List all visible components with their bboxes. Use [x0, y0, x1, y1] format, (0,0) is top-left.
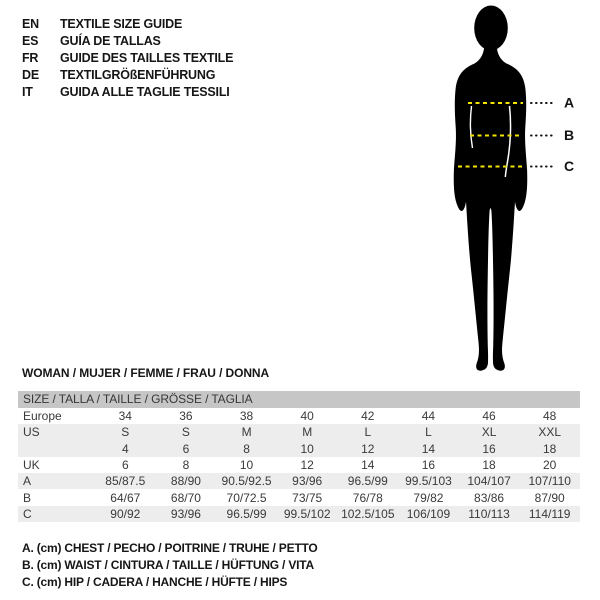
- language-title: GUIDA ALLE TAGLIE TESSILI: [60, 84, 230, 99]
- table-cell: 88/90: [170, 474, 201, 489]
- table-cell: 90/92: [110, 506, 141, 521]
- language-code: IT: [22, 84, 33, 99]
- table-cell: 20: [543, 458, 557, 473]
- table-cell: 70/72.5: [226, 490, 267, 505]
- row-label: US: [23, 425, 40, 440]
- table-cell: M: [302, 425, 313, 440]
- waist-marker-label: B: [564, 127, 575, 143]
- table-cell: S: [121, 425, 130, 440]
- table-cell: 99.5/103: [405, 474, 452, 489]
- language-title: TEXTILE SIZE GUIDE: [60, 16, 183, 31]
- language-row: [22, 49, 233, 66]
- table-cell: 10: [300, 441, 314, 456]
- table-row-hip: [18, 506, 580, 522]
- table-row-waist: [18, 489, 580, 505]
- table-cell: 64/67: [110, 490, 141, 505]
- language-code: ES: [22, 33, 39, 48]
- table-cell: XL: [481, 425, 497, 440]
- table-cell: 93/96: [170, 506, 201, 521]
- table-cell: 104/107: [467, 474, 511, 489]
- table-cell: 34: [118, 409, 132, 424]
- table-cell: 4: [121, 441, 129, 456]
- table-cell: S: [181, 425, 190, 440]
- language-row: [22, 15, 233, 32]
- table-row-chest: [18, 473, 580, 489]
- table-cell: 10: [239, 458, 254, 473]
- table-cell: 99.5/102: [283, 506, 331, 521]
- table-cell: 16: [482, 441, 496, 456]
- table-cell: 6: [121, 458, 129, 473]
- table-cell: M: [241, 425, 252, 440]
- legend-line-waist: B. (cm) WAIST / CINTURA / TAILLE / HÜFTUNG / VITA: [22, 558, 314, 572]
- row-label: UK: [23, 458, 40, 473]
- table-cell: 44: [421, 409, 436, 424]
- table-row-uk: [18, 457, 580, 473]
- table-cell: 18: [543, 441, 557, 456]
- row-label: B: [23, 490, 32, 505]
- table-cell: 107/110: [528, 474, 571, 489]
- table-cell: XXL: [538, 425, 562, 440]
- table-cell: 73/75: [292, 490, 323, 505]
- row-label: C: [23, 506, 32, 521]
- table-cell: 48: [543, 409, 557, 424]
- table-row-us-numeric: [18, 441, 580, 457]
- table-cell: 12: [300, 458, 314, 473]
- table-cell: 87/90: [534, 490, 565, 505]
- language-title: GUÍA DE TALLAS: [60, 33, 161, 48]
- language-row: [22, 83, 233, 100]
- woman-silhouette-illustration: [410, 0, 600, 380]
- table-cell: 46: [482, 409, 496, 424]
- chest-marker-label: A: [564, 94, 575, 111]
- table-header: SIZE / TALLA / TAILLE / GRÖSSE / TAGLIA: [18, 391, 580, 408]
- table-cell: 110/113: [468, 506, 510, 521]
- table-cell: 36: [179, 409, 193, 424]
- language-row: [22, 66, 233, 83]
- table-cell: 79/82: [413, 490, 444, 505]
- table-cell: 8: [182, 458, 190, 473]
- language-row: [22, 32, 233, 49]
- language-title: TEXTILGRÖßENFÜHRUNG: [60, 67, 216, 82]
- table-cell: 40: [300, 409, 314, 424]
- language-code: FR: [22, 50, 39, 65]
- table-cell: 93/96: [292, 474, 323, 489]
- table-cell: 6: [182, 441, 190, 456]
- table-cell: 18: [482, 458, 496, 473]
- table-cell: 102.5/105: [341, 506, 395, 521]
- table-row-us-letter: [18, 424, 580, 440]
- legend-line-chest: A. (cm) CHEST / PECHO / POITRINE / TRUHE / PETTO: [22, 541, 318, 555]
- table-cell: L: [425, 425, 432, 440]
- table-cell: L: [364, 425, 372, 440]
- language-title: GUIDE DES TAILLES TEXTILE: [60, 50, 234, 65]
- section-title: WOMAN / MUJER / FEMME / FRAU / DONNA: [22, 366, 270, 380]
- table-cell: 106/109: [406, 506, 451, 521]
- table-cell: 38: [239, 409, 254, 424]
- table-cell: 12: [361, 441, 375, 456]
- table-cell: 42: [361, 409, 375, 424]
- table-row-europe: [18, 408, 580, 424]
- table-cell: 83/86: [474, 490, 505, 505]
- size-table: [18, 391, 580, 522]
- language-code: DE: [22, 67, 39, 82]
- table-cell: 96.5/99: [347, 474, 388, 489]
- table-cell: 85/87.5: [105, 474, 146, 489]
- woman-silhouette: [454, 36, 491, 371]
- table-cell: 114/119: [528, 506, 571, 521]
- table-cell: 14: [361, 458, 375, 473]
- table-cell: 16: [421, 458, 436, 473]
- language-list: [22, 15, 233, 100]
- table-cell: 8: [243, 441, 250, 456]
- row-label: Europe: [23, 409, 62, 424]
- legend-line-hip: C. (cm) HIP / CADERA / HANCHE / HÜFTE / HIPS: [22, 575, 288, 589]
- language-code: EN: [22, 16, 39, 31]
- row-label: A: [23, 474, 32, 489]
- table-cell: 14: [421, 441, 436, 456]
- table-cell: 76/78: [352, 490, 383, 505]
- table-cell: 68/70: [170, 490, 201, 505]
- table-cell: 96.5/99: [226, 506, 267, 521]
- hip-marker-label: C: [564, 158, 575, 174]
- table-cell: 90.5/92.5: [221, 474, 272, 489]
- body-measurement-figure: [410, 0, 600, 380]
- measurement-legend: [22, 540, 318, 591]
